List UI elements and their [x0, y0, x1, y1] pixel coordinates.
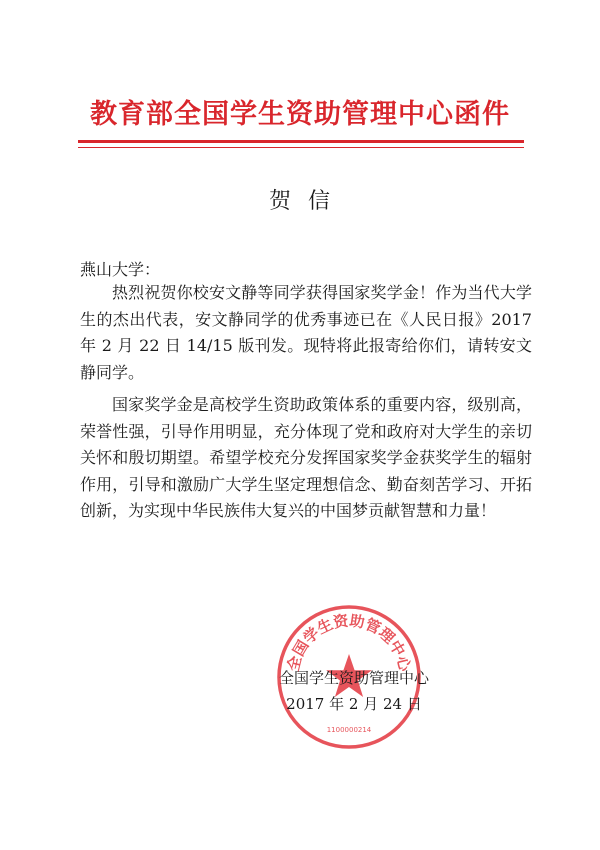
- salutation: 燕山大学：: [80, 260, 161, 279]
- sender-name: 全国学生资助管理中心: [278, 669, 429, 687]
- seal-code: 1100000214: [326, 726, 372, 734]
- body-paragraph: 热烈祝贺你校安文静等同学获得国家奖学金！作为当代大学生的杰出代表，安文静同学的优秀事迹已在《人民日报》2017 年 2 月 22 日 14/15 版刊发。现特将此报寄给你们，请转安文静同学。: [80, 283, 532, 382]
- letterhead-rule-thin: [78, 147, 524, 148]
- letterhead-title: 教育部全国学生资助管理中心函件: [90, 99, 510, 130]
- seal-lettering-path: 全国学生资助管理中心: [284, 611, 414, 673]
- body-paragraph: 国家奖学金是高校学生资助政策体系的重要内容，级别高，荣誉性强，引导作用明显，充分体现了党和政府对大学生的亲切关怀和殷切期望。希望学校充分发挥国家奖学金获奖学生的辐射作用，引导和激励广大学生坚定理想信念、勤奋刻苦学习、开拓创新，为实现中华民族伟大复兴的中国梦贡献智慧和力量！: [80, 395, 532, 520]
- signoff: [270, 665, 438, 717]
- sign-date: 2017 年 2 月 24 日: [286, 695, 422, 713]
- letterhead-rule-thick: [78, 140, 524, 143]
- document-title: 贺 信: [269, 189, 331, 214]
- letter-body: [80, 280, 532, 525]
